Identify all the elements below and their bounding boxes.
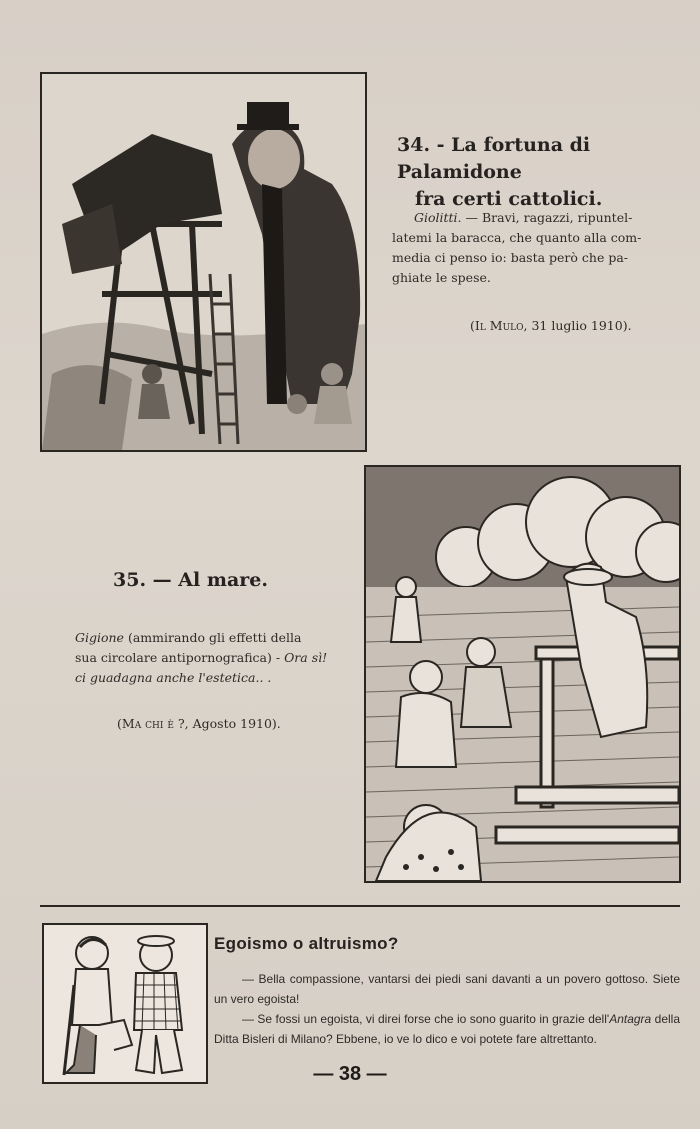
section-divider bbox=[40, 905, 680, 907]
cartoon-34-line4: ghiate le spese. bbox=[392, 270, 491, 285]
cartoon-34-speaker: Giolitti. bbox=[414, 210, 462, 225]
advert-product-name: Antagra bbox=[609, 1012, 652, 1026]
cartoon-35-citation: (Ma chi è ?, Agosto 1910). bbox=[117, 716, 281, 731]
cartoon-34-title bbox=[397, 132, 697, 213]
advert-title: Egoismo o altruismo? bbox=[214, 934, 399, 953]
page-number: — 38 — bbox=[313, 1063, 387, 1085]
advert-paragraph-2-end: della Ditta Bisleri di Milano? Ebbene, io ve lo dico e voi potete fare altrettanto. bbox=[214, 1012, 681, 1046]
advert-paragraph-2-start: — Se fossi un egoista, vi direi forse che io sono guarito in grazie dell' bbox=[242, 1012, 610, 1026]
giolitti-cartoon-drawing bbox=[42, 74, 365, 450]
cartoon-34-caption bbox=[392, 208, 688, 288]
cartoon-34-line2: latemi la baracca, che quanto alla com- bbox=[392, 230, 642, 245]
advert-illustration bbox=[42, 923, 208, 1084]
cartoon-35-citation-source: Ma chi è ? bbox=[121, 716, 185, 731]
cartoon-35-speaker: Gigione bbox=[75, 630, 124, 645]
cartoon-35-line1: (ammirando gli effetti della bbox=[123, 630, 302, 645]
cartoon-35-line2-italic: Ora sì! bbox=[284, 650, 328, 665]
cartoon-35-title: 35. — Al mare. bbox=[113, 569, 268, 591]
cartoon-34-line1: — Bravi, ragazzi, ripuntel- bbox=[461, 210, 633, 225]
cartoon-35-caption bbox=[75, 628, 337, 688]
advert-paragraph-2 bbox=[214, 1009, 680, 1049]
cartoon-34-citation-source: Il Mulo bbox=[474, 318, 524, 333]
two-men-drawing bbox=[44, 925, 206, 1082]
cartoon-34-line3: media ci penso io: basta però che pa- bbox=[392, 250, 629, 265]
advert-paragraph-1: — Bella compassione, vantarsi dei piedi sani davanti a un povero gottoso. Siete un vero egoista! bbox=[214, 972, 680, 1006]
cartoon-34-title-line1: 34. - La fortuna di Palamidone bbox=[397, 134, 591, 183]
cartoon-35-line3: ci guadagna anche l'estetica.. . bbox=[75, 670, 272, 685]
cartoon-35-citation-date: , Agosto 1910). bbox=[184, 716, 281, 731]
cartoon-34-citation: (Il Mulo, 31 luglio 1910). bbox=[470, 318, 632, 333]
beach-cartoon-drawing bbox=[366, 467, 679, 881]
advert-body bbox=[214, 969, 680, 1049]
cartoon-34-citation-date: , 31 luglio 1910). bbox=[523, 318, 632, 333]
cartoon-34-title-line2: fra certi cattolici. bbox=[415, 188, 603, 210]
cartoon-35-line2: sua circolare antipornografica) - bbox=[75, 650, 285, 665]
cartoon-34-illustration bbox=[40, 72, 367, 452]
cartoon-35-illustration bbox=[364, 465, 681, 883]
